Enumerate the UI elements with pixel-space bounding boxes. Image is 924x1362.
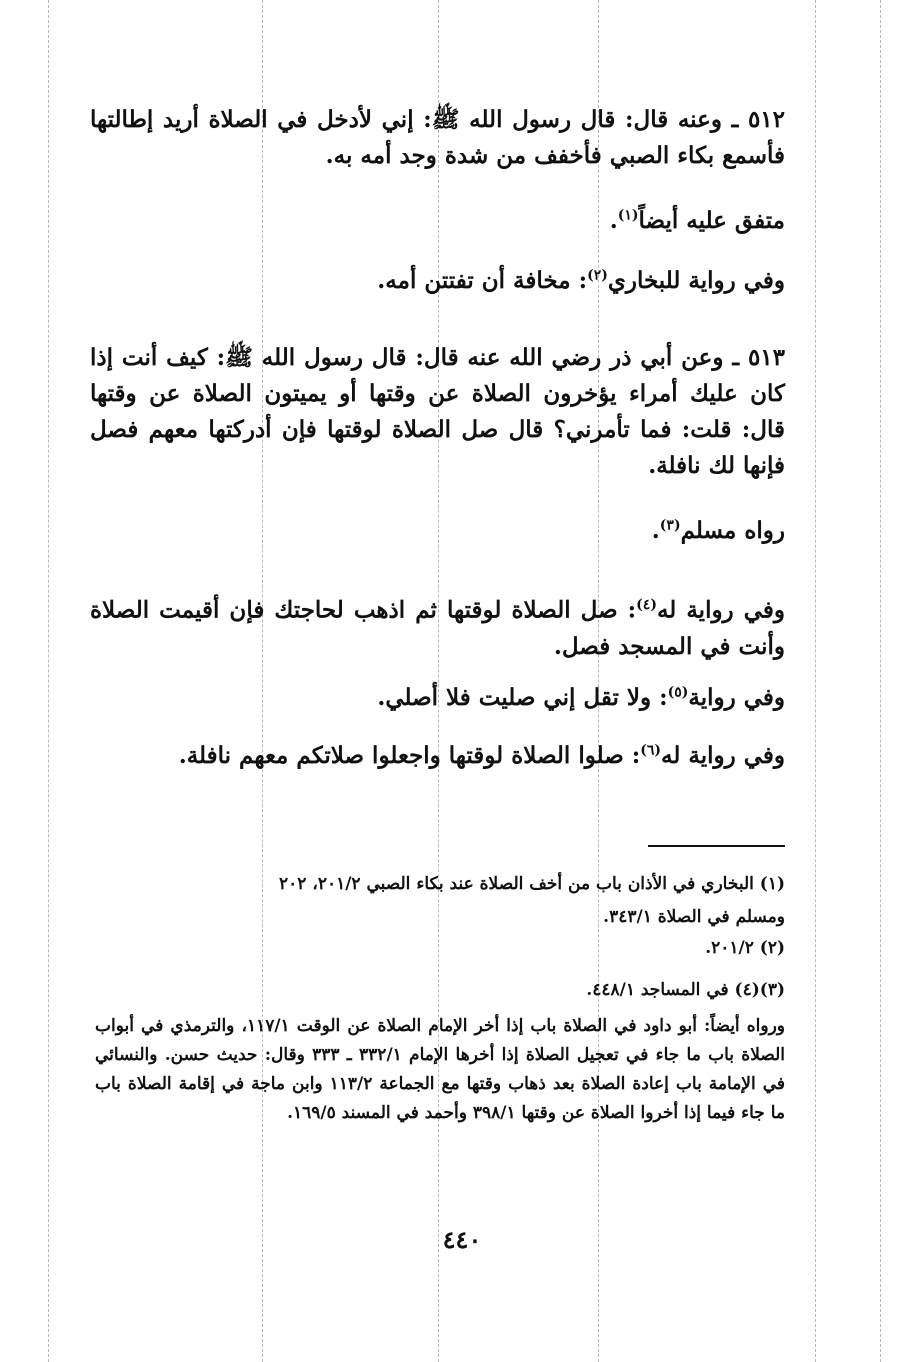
scan-guide	[262, 0, 263, 1362]
bukhari-intro: وفي رواية للبخاري	[607, 267, 785, 294]
footnote-1-cont: ومسلم في الصلاة ٣٤٣/١.	[603, 907, 785, 927]
footnote-separator	[648, 845, 785, 847]
footnote-ref-6: (٦)	[640, 742, 662, 759]
bukhari-line	[377, 267, 785, 294]
scan-guide	[598, 0, 599, 1362]
variant-5-text: : ولا تقل إني صليت فلا أصلي.	[377, 684, 668, 711]
scan-guide	[815, 0, 816, 1362]
footnote-3-4: (٣)(٤) في المساجد ٤٤٨/١.	[586, 980, 785, 1000]
footnote-3-4-cont: ورواه أيضاً: أبو داود في الصلاة باب إذا أخر الإمام الصلاة عن الوقت ١١٧/١، والترمذي في أبواب الصلاة باب ما جاء في تعجيل الصلاة إذا أخرها الإمام ٣٣٢/١ ـ ٣٣٣ وقال: حديث حسن. والنسائي في الإمامة باب إعادة الصلاة بعد ذهاب وقتها مع الجماعة ١١٣/٢ وابن ماجة في إقامة الصلاة باب ما جاء فيما إذا أخروا الصلاة عن وقتها ٣٩٨/١ وأحمد في المسند ١٦٩/٥.	[95, 1016, 786, 1123]
variant-5-intro: وفي رواية	[688, 684, 785, 711]
agreed-line: متفق عليه أيضاً$^{(١)}$.	[609, 207, 785, 234]
hadith-512-text: ٥١٢ ـ وعنه قال: قال رسول الله ﷺ: إني لأدخل في الصلاة أريد إطالتها فأسمع بكاء الصبي فأخفف من شدة وجد أمه به.	[90, 106, 785, 169]
bukhari-text: : مخافة أن تفتتن أمه.	[377, 267, 588, 294]
variant-6	[179, 742, 785, 769]
footnote-ref-4: (٤)	[636, 597, 657, 613]
footnote-ref-3: (٣)	[659, 517, 681, 534]
page-number: ٤٤٠	[442, 1225, 482, 1254]
agreed-text: متفق عليه أيضاً	[638, 207, 785, 234]
footnote-ref-1: (١)	[617, 207, 639, 224]
variant-4	[90, 587, 785, 665]
scan-guide	[48, 0, 49, 1362]
hadith-513-text: ٥١٣ ـ وعن أبي ذر رضي الله عنه قال: قال رسول الله ﷺ: كيف أنت إذا كان عليك أمراء يؤخرون الصلاة عن وقتها أو يميتون الصلاة عن وقتها قال: قلت: فما تأمرني؟ قال صل الصلاة لوقتها فإن أدركتها معهم فصل فإنها لك نافلة.	[90, 344, 785, 479]
variant-6-intro: وفي رواية له	[661, 742, 785, 769]
muslim-line: رواه مسلم$^{(٣)}$.	[651, 517, 785, 544]
footnote-ref-5: (٥)	[667, 684, 689, 701]
variant-4-intro: وفي رواية له	[656, 596, 785, 624]
footnote-1: (١) البخاري في الأذان باب من أخف الصلاة عند بكاء الصبي ٢٠١/٢، ٢٠٢	[279, 874, 785, 894]
variant-6-text: : صلوا الصلاة لوقتها واجعلوا صلاتكم معهم نافلة.	[178, 742, 641, 769]
variant-4-text: : صل الصلاة لوقتها ثم اذهب لحاجتك فإن أقيمت الصلاة وأنت في المسجد فصل.	[90, 596, 785, 660]
footnote-2: (٢) ٢٠١/٢.	[705, 938, 785, 958]
scan-guide	[438, 0, 439, 1362]
scan-guide	[880, 0, 881, 1362]
variant-5	[377, 684, 785, 711]
footnote-ref-2: (٢)	[587, 267, 608, 284]
muslim-text: رواه مسلم	[680, 517, 785, 544]
